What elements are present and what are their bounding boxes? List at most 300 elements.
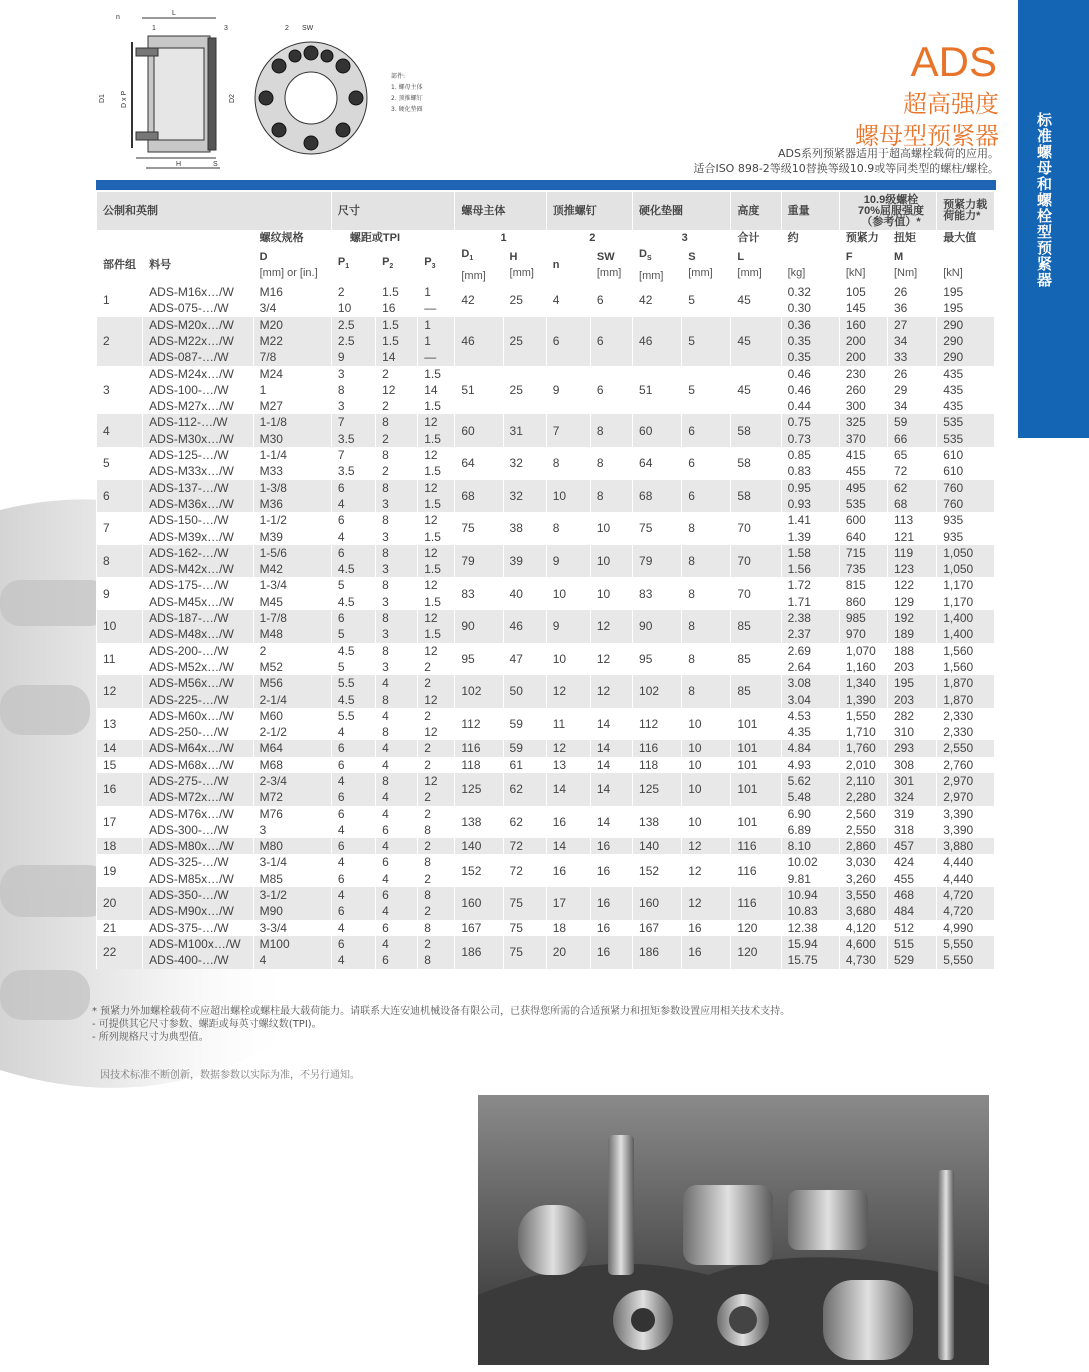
washer-s-cell: 8 xyxy=(682,545,731,578)
hdr-weight: 重量 xyxy=(781,192,839,230)
weight-cell: 8.10 xyxy=(781,838,839,854)
pitch-p3-cell: 1.5 xyxy=(418,366,455,382)
sym-H: H xyxy=(509,250,518,263)
weight-cell: 15.94 xyxy=(781,936,839,952)
nut-h-cell: 46 xyxy=(503,610,546,643)
nut-h-cell: 25 xyxy=(503,317,546,366)
weight-cell: 3.08 xyxy=(781,675,839,691)
sym-D: D xyxy=(259,250,268,263)
pitch-p2-cell: 4 xyxy=(376,871,418,887)
screw-n-cell: 12 xyxy=(546,740,590,756)
torque-m-cell: 293 xyxy=(888,740,937,756)
max-load-cell: 1,560 xyxy=(937,659,994,675)
pitch-p2-cell: 4 xyxy=(376,838,418,854)
washer-s-cell: 5 xyxy=(682,317,731,366)
nut-d1-cell: 140 xyxy=(455,838,503,854)
height-l-cell: 101 xyxy=(731,740,781,756)
thread-spec-cell: M48 xyxy=(253,626,331,642)
thread-spec-cell: M22 xyxy=(253,333,331,349)
part-number-cell: ADS-M22x…/W xyxy=(143,333,253,349)
max-load-cell: 1,870 xyxy=(937,692,994,708)
legend-item-1: 1. 螺母主体 xyxy=(391,84,423,91)
screw-n-cell: 13 xyxy=(546,757,590,773)
thread-spec-cell: 1-1/2 xyxy=(253,512,331,528)
part-group-cell: 7 xyxy=(97,512,143,545)
pitch-p1-cell: 6 xyxy=(331,610,375,626)
sym-SW: SW xyxy=(596,250,615,263)
table-row xyxy=(97,838,995,854)
pitch-p1-cell: 4.5 xyxy=(331,561,375,577)
height-l-cell: 58 xyxy=(731,480,781,513)
unit-D: [mm] or [in.] xyxy=(259,267,318,280)
thread-spec-cell: M36 xyxy=(253,496,331,512)
max-load-cell: 2,550 xyxy=(937,740,994,756)
washer-s-cell: 16 xyxy=(682,936,731,969)
thread-spec-cell: M39 xyxy=(253,529,331,545)
screw-n-cell: 12 xyxy=(546,675,590,708)
screw-sw-cell: 6 xyxy=(590,366,632,415)
height-l-cell: 101 xyxy=(731,708,781,741)
weight-cell: 0.75 xyxy=(781,414,839,430)
table-row xyxy=(97,610,995,626)
label-H: H xyxy=(176,161,182,168)
thread-spec-cell: M60 xyxy=(253,708,331,724)
table-row xyxy=(97,366,995,382)
torque-m-cell: 59 xyxy=(888,414,937,430)
height-l-cell: 85 xyxy=(731,643,781,676)
table-row xyxy=(97,675,995,691)
screw-sw-cell: 16 xyxy=(590,920,632,936)
pitch-p1-cell: 3.5 xyxy=(331,463,375,479)
max-load-cell: 2,330 xyxy=(937,724,994,740)
pitch-p1-cell: 4 xyxy=(331,773,375,789)
part-number-cell: ADS-M27x…/W xyxy=(143,398,253,414)
screw-n-cell: 16 xyxy=(546,806,590,839)
height-l-cell: 70 xyxy=(731,577,781,610)
screw-sw-cell: 6 xyxy=(590,317,632,366)
torque-m-cell: 66 xyxy=(888,431,937,447)
part-number-cell: ADS-175-…/W xyxy=(143,577,253,593)
preload-f-cell: 1,760 xyxy=(839,740,887,756)
nut-h-cell: 32 xyxy=(503,480,546,513)
hdr-col-1: 1 xyxy=(455,230,546,246)
thread-spec-cell: 2-1/2 xyxy=(253,724,331,740)
pitch-p2-cell: 12 xyxy=(376,382,418,398)
part-group-cell: 16 xyxy=(97,773,143,806)
max-load-cell: 2,970 xyxy=(937,789,994,805)
part-number-cell: ADS-M60x…/W xyxy=(143,708,253,724)
pitch-p1-cell: 4 xyxy=(331,854,375,870)
nut-h-cell: 75 xyxy=(503,936,546,969)
unit-S: [mm] xyxy=(688,267,713,280)
preload-f-cell: 535 xyxy=(839,496,887,512)
pitch-p2-cell: 3 xyxy=(376,529,418,545)
technical-drawing xyxy=(96,8,436,178)
pitch-p3-cell: 2 xyxy=(418,806,455,822)
part-number-cell: ADS-M16x…/W xyxy=(143,284,253,300)
pitch-p3-cell: 1.5 xyxy=(418,626,455,642)
thread-spec-cell: M80 xyxy=(253,838,331,854)
part-number-cell: ADS-187-…/W xyxy=(143,610,253,626)
max-load-cell: 1,050 xyxy=(937,545,994,561)
washer-s-cell: 5 xyxy=(682,284,731,317)
part-number-cell: ADS-112-…/W xyxy=(143,414,253,430)
washer-ds-cell: 125 xyxy=(633,773,682,806)
thread-spec-cell: 1-3/4 xyxy=(253,577,331,593)
part-group-cell: 12 xyxy=(97,675,143,708)
washer-s-cell: 5 xyxy=(682,366,731,415)
part-number-cell: ADS-M45x…/W xyxy=(143,594,253,610)
table-row xyxy=(97,936,995,952)
weight-cell: 6.90 xyxy=(781,806,839,822)
washer-ds-cell: 138 xyxy=(633,806,682,839)
pitch-p3-cell: 2 xyxy=(418,903,455,919)
washer-ds-cell: 68 xyxy=(633,480,682,513)
screw-n-cell: 9 xyxy=(546,610,590,643)
max-load-cell: 4,990 xyxy=(937,920,994,936)
screw-n-cell: 8 xyxy=(546,512,590,545)
torque-m-cell: 113 xyxy=(888,512,937,528)
torque-m-cell: 119 xyxy=(888,545,937,561)
washer-s-cell: 8 xyxy=(682,643,731,676)
max-load-cell: 435 xyxy=(937,398,994,414)
preload-f-cell: 2,560 xyxy=(839,806,887,822)
torque-m-cell: 484 xyxy=(888,903,937,919)
label-n: n xyxy=(116,14,120,21)
screw-n-cell: 10 xyxy=(546,480,590,513)
screw-n-cell: 9 xyxy=(546,545,590,578)
part-number-cell: ADS-150-…/W xyxy=(143,512,253,528)
preload-f-cell: 3,550 xyxy=(839,887,887,903)
table-row xyxy=(97,773,995,789)
nut-h-cell: 38 xyxy=(503,512,546,545)
part-group-cell: 9 xyxy=(97,577,143,610)
weight-cell: 1.41 xyxy=(781,512,839,528)
pitch-p2-cell: 4 xyxy=(376,936,418,952)
part-group-cell: 2 xyxy=(97,317,143,366)
part-number-cell: ADS-M42x…/W xyxy=(143,561,253,577)
hdr-push-screw: 顶推螺钉 xyxy=(546,192,632,230)
pitch-p3-cell: 12 xyxy=(418,480,455,496)
height-l-cell: 120 xyxy=(731,920,781,936)
part-number-cell: ADS-162-…/W xyxy=(143,545,253,561)
thread-spec-cell: 1-1/4 xyxy=(253,447,331,463)
nut-h-cell: 62 xyxy=(503,806,546,839)
nut-h-cell: 75 xyxy=(503,920,546,936)
nut-h-cell: 31 xyxy=(503,414,546,447)
torque-m-cell: 324 xyxy=(888,789,937,805)
pitch-p1-cell: 6 xyxy=(331,789,375,805)
torque-m-cell: 33 xyxy=(888,349,937,365)
max-load-cell: 3,390 xyxy=(937,806,994,822)
weight-cell: 1.39 xyxy=(781,529,839,545)
preload-f-cell: 1,550 xyxy=(839,708,887,724)
torque-m-cell: 62 xyxy=(888,480,937,496)
thread-spec-cell: 3-1/4 xyxy=(253,854,331,870)
sym-P3: P xyxy=(424,256,432,269)
torque-m-cell: 34 xyxy=(888,333,937,349)
part-number-cell: ADS-300-…/W xyxy=(143,822,253,838)
pitch-p1-cell: 5.5 xyxy=(331,675,375,691)
footnotes xyxy=(92,1005,790,1044)
thread-spec-cell: 1-1/8 xyxy=(253,414,331,430)
nut-d1-cell: 118 xyxy=(455,757,503,773)
nut-d1-cell: 75 xyxy=(455,512,503,545)
preload-f-cell: 985 xyxy=(839,610,887,626)
part-number-cell: ADS-M85x…/W xyxy=(143,871,253,887)
screw-n-cell: 14 xyxy=(546,838,590,854)
pitch-p1-cell: 7 xyxy=(331,414,375,430)
nut-h-cell: 25 xyxy=(503,366,546,415)
pitch-p2-cell: 2 xyxy=(376,398,418,414)
pitch-p3-cell: 2 xyxy=(418,871,455,887)
thread-spec-cell: 1 xyxy=(253,382,331,398)
pitch-p1-cell: 5.5 xyxy=(331,708,375,724)
unit-SW: [mm] xyxy=(596,267,622,280)
part-group-cell: 13 xyxy=(97,708,143,741)
torque-m-cell: 121 xyxy=(888,529,937,545)
screw-sw-cell: 16 xyxy=(590,936,632,969)
max-load-cell: 1,050 xyxy=(937,561,994,577)
screw-n-cell: 16 xyxy=(546,854,590,887)
hdr-hard-washer: 硬化垫圈 xyxy=(633,192,731,230)
weight-cell: 12.38 xyxy=(781,920,839,936)
spec-table: 公制和英制 尺寸 螺母主体 顶推螺钉 硬化垫圈 高度 重量 10.9级螺栓 70%屈服强度 （参考值）* 预紧力载 荷能力* 螺纹规格 螺距或TPI 1 2 3 合计 约 预紧力 扭矩 最大值 部件组 料号 D [mm] or [in.] $P_1$ $P_2$ $P_3$ $D_1$ [mm] H [mm] n SW [mm] $D_S$ [mm] S [mm] L [mm] [kg] F [kN] M [Nm] [kN] 1 ADS-M16x…/W M16 2 1.5 1 42 25 4 6 42 5 45 0.32 105 26 195 ADS-075-…/W 3/4 10 16 — 0.30 145 36 195 2 ADS-M20x…/W M20 2.5 1.5 1 46 25 6 6 46 5 45 0.36 160 27 290 ADS-M22x…/W M22 2.5 1.5 1 0.35 200 34 290 ADS-087-…/W 7/8 9 14 — 0.35 200 33 290 3 ADS-M24x…/W M24 3 2 1.5 51 25 9 6 51 5 45 0.46 230 26 435 ADS-100-…/W 1 8 12 14 0.46 260 29 435 ADS-M27x…/W M27 3 2 1.5 0.44 300 34 435 4 ADS-112-…/W 1-1/8 7 8 12 60 31 7 8 60 6 58 0.75 325 59 535 ADS-M30x…/W M30 3.5 2 1.5 0.73 370 66 535 5 ADS-125-…/W 1-1/4 7 8 12 64 32 8 8 64 6 58 0.85 415 65 610 ADS-M33x…/W M33 3.5 2 1.5 0.83 455 72 610 6 ADS-137-…/W 1-3/8 6 8 12 68 32 10 8 68 6 58 0.95 495 62 760 ADS-M36x…/W M36 4 3 1.5 0.93 535 68 760 7 ADS-150-…/W 1-1/2 6 8 12 75 38 8 10 75 8 70 1.41 600 113 935 ADS-M39x…/W M39 4 3 1.5 1.39 640 121 935 8 ADS-162-…/W 1-5/6 6 8 12 79 39 9 10 79 8 70 1.58 715 119 1,050 ADS-M42x…/W M42 4.5 3 1.5 1.56 735 123 1,050 9 ADS-175-…/W 1-3/4 5 8 12 83 40 10 10 83 8 70 1.72 815 122 1,170 ADS-M45x…/W M45 4.5 3 1.5 1.71 860 129 1,170 10 ADS-187-…/W 1-7/8 6 8 12 90 46 9 12 90 8 85 2.38 985 192 1,400 ADS-M48x…/W M48 5 3 1.5 2.37 970 189 1,400 11 ADS-200-…/W 2 4.5 8 12 95 47 10 12 95 8 85 2.69 1,070 188 1,560 ADS-M52x…/W M52 5 3 2 2.64 1,160 203 1,560 12 ADS-M56x…/W M56 5.5 4 2 102 50 12 12 102 8 85 3.08 1,340 195 1,870 ADS-225-…/W 2-1/4 4.5 8 12 3.04 1,390 203 1,870 13 ADS-M60x…/W M60 5.5 4 2 112 59 11 14 112 10 101 4.53 1,550 282 2,330 ADS-250-…/W 2-1/2 4 8 12 4.35 1,710 310 2,330 14 ADS-M64x…/W M64 6 4 2 116 59 12 14 116 10 101 4.84 1,760 293 2,550 15 ADS-M68x…/W M68 6 4 2 118 61 13 14 118 10 101 4.93 2,010 308 2,760 16 ADS-275-…/W 2-3/4 4 8 12 125 62 14 14 125 10 101 5.62 2,110 301 2,970 ADS-M72x…/W M72 6 4 2 5.48 2,280 324 2,970 17 ADS-M76x…/W M76 6 4 2 138 62 16 14 138 10 101 6.90 2,560 319 3,390 ADS-300-…/W 3 4 6 8 6.89 2,550 318 3,390 18 ADS-M80x…/W M80 6 4 2 140 72 14 16 140 12 116 8.10 2,860 457 3,880 19 ADS-325-…/W 3-1/4 4 6 8 152 72 16 16 152 12 116 10.02 3,030 424 4,440 ADS-M85x…/W M85 6 4 2 9.81 3,260 455 4,440 20 ADS-350-…/W 3-1/2 4 6 8 160 75 17 16 160 12 116 10.94 3,550 468 4,720 ADS-M90x…/W M90 6 4 2 10.83 3,680 484 4,720 21 ADS-375-…/W 3-3/4 4 6 8 167 75 18 16 167 16 120 12.38 4,120 512 4,990 22 ADS-M100x…/W M100 6 4 2 186 75 20 16 186 16 120 15.94 4,600 515 5,550 ADS-400-…/W 4 4 6 8 15.75 4,730 529 5,550 xyxy=(96,192,994,969)
height-l-cell: 45 xyxy=(731,284,781,317)
torque-m-cell: 36 xyxy=(888,300,937,316)
table-row xyxy=(97,643,995,659)
part-number-cell: ADS-M100x…/W xyxy=(143,936,253,952)
weight-cell: 0.83 xyxy=(781,463,839,479)
part-number-cell: ADS-400-…/W xyxy=(143,952,253,968)
nut-h-cell: 39 xyxy=(503,545,546,578)
pitch-p3-cell: — xyxy=(418,349,455,365)
thread-spec-cell: M72 xyxy=(253,789,331,805)
torque-m-cell: 26 xyxy=(888,284,937,300)
pitch-p3-cell: 2 xyxy=(418,789,455,805)
thread-spec-cell: M85 xyxy=(253,871,331,887)
height-l-cell: 116 xyxy=(731,887,781,920)
preload-f-cell: 600 xyxy=(839,512,887,528)
unit-DS: [mm] xyxy=(639,269,664,282)
part-number-cell: ADS-137-…/W xyxy=(143,480,253,496)
max-load-cell: 290 xyxy=(937,349,994,365)
nut-h-cell: 59 xyxy=(503,708,546,741)
pitch-p1-cell: 4 xyxy=(331,920,375,936)
torque-m-cell: 129 xyxy=(888,594,937,610)
pitch-p1-cell: 6 xyxy=(331,903,375,919)
pitch-p1-cell: 4 xyxy=(331,496,375,512)
washer-ds-cell: 60 xyxy=(633,414,682,447)
height-l-cell: 116 xyxy=(731,838,781,854)
pitch-p2-cell: 8 xyxy=(376,512,418,528)
pitch-p2-cell: 2 xyxy=(376,431,418,447)
max-load-cell: 1,870 xyxy=(937,675,994,691)
weight-cell: 0.36 xyxy=(781,317,839,333)
sym-D1: D xyxy=(461,248,470,261)
part-number-cell: ADS-M64x…/W xyxy=(143,740,253,756)
part-number-cell: ADS-350-…/W xyxy=(143,887,253,903)
pitch-p2-cell: 1.5 xyxy=(376,317,418,333)
weight-cell: 4.53 xyxy=(781,708,839,724)
pitch-p2-cell: 8 xyxy=(376,773,418,789)
hdr-col-3: 3 xyxy=(633,230,731,246)
hdr-part-group: 部件组 xyxy=(97,246,143,284)
pitch-p1-cell: 4 xyxy=(331,822,375,838)
part-number-cell: ADS-100-…/W xyxy=(143,382,253,398)
preload-f-cell: 4,600 xyxy=(839,936,887,952)
hdr-total: 合计 xyxy=(731,230,781,246)
pitch-p1-cell: 4 xyxy=(331,724,375,740)
max-load-cell: 5,550 xyxy=(937,936,994,952)
thread-spec-cell: M52 xyxy=(253,659,331,675)
part-number-cell: ADS-075-…/W xyxy=(143,300,253,316)
preload-f-cell: 370 xyxy=(839,431,887,447)
nut-d1-cell: 186 xyxy=(455,936,503,969)
washer-ds-cell: 79 xyxy=(633,545,682,578)
product-photo xyxy=(478,1095,989,1365)
screw-n-cell: 8 xyxy=(546,447,590,480)
weight-cell: 5.48 xyxy=(781,789,839,805)
pitch-p3-cell: 8 xyxy=(418,920,455,936)
sym-P1: P xyxy=(337,256,346,269)
preload-f-cell: 1,340 xyxy=(839,675,887,691)
washer-s-cell: 6 xyxy=(682,447,731,480)
nut-h-cell: 62 xyxy=(503,773,546,806)
subtitle-2: 螺母型预紧器 xyxy=(855,122,999,150)
thread-spec-cell: 3-1/2 xyxy=(253,887,331,903)
legend-item-2: 2. 顶推螺钉 xyxy=(391,95,423,102)
height-l-cell: 85 xyxy=(731,675,781,708)
washer-s-cell: 6 xyxy=(682,414,731,447)
screw-sw-cell: 8 xyxy=(590,414,632,447)
pitch-p1-cell: 3 xyxy=(331,398,375,414)
part-group-cell: 4 xyxy=(97,414,143,447)
washer-ds-cell: 102 xyxy=(633,675,682,708)
nut-d1-cell: 46 xyxy=(455,317,503,366)
pitch-p3-cell: 12 xyxy=(418,512,455,528)
unit-D1: [mm] xyxy=(461,269,486,282)
pitch-p1-cell: 4 xyxy=(331,529,375,545)
washer-s-cell: 12 xyxy=(682,838,731,854)
pitch-p3-cell: 8 xyxy=(418,887,455,903)
footnote-3: - 所列规格尺寸为典型值。 xyxy=(92,1032,209,1043)
torque-m-cell: 455 xyxy=(888,871,937,887)
pitch-p3-cell: 2 xyxy=(418,675,455,691)
preload-f-cell: 1,070 xyxy=(839,643,887,659)
hdr-thread-spec: 螺纹规格 xyxy=(253,230,331,246)
pitch-p1-cell: 4.5 xyxy=(331,692,375,708)
pitch-p3-cell: 12 xyxy=(418,773,455,789)
torque-m-cell: 301 xyxy=(888,773,937,789)
hdr-pitch-tpi: 螺距或TPI xyxy=(331,230,454,246)
pitch-p3-cell: 1 xyxy=(418,317,455,333)
part-number-cell: ADS-225-…/W xyxy=(143,692,253,708)
description-1: ADS系列预紧器适用于超高螺栓载荷的应用。 xyxy=(778,147,999,160)
washer-s-cell: 8 xyxy=(682,610,731,643)
table-row xyxy=(97,480,995,496)
pitch-p3-cell: 2 xyxy=(418,708,455,724)
torque-m-cell: 192 xyxy=(888,610,937,626)
torque-m-cell: 468 xyxy=(888,887,937,903)
washer-ds-cell: 95 xyxy=(633,643,682,676)
part-number-cell: ADS-200-…/W xyxy=(143,643,253,659)
screw-sw-cell: 12 xyxy=(590,675,632,708)
max-load-cell: 5,550 xyxy=(937,952,994,968)
nut-h-cell: 47 xyxy=(503,643,546,676)
thread-spec-cell: M76 xyxy=(253,806,331,822)
legend-title: 部件: xyxy=(391,73,406,80)
pitch-p3-cell: 12 xyxy=(418,643,455,659)
part-number-cell: ADS-250-…/W xyxy=(143,724,253,740)
pitch-p2-cell: 16 xyxy=(376,300,418,316)
torque-m-cell: 27 xyxy=(888,317,937,333)
max-load-cell: 435 xyxy=(937,382,994,398)
washer-ds-cell: 167 xyxy=(633,920,682,936)
table-row xyxy=(97,414,995,430)
preload-f-cell: 715 xyxy=(839,545,887,561)
weight-cell: 0.73 xyxy=(781,431,839,447)
preload-f-cell: 1,710 xyxy=(839,724,887,740)
legend-item-3: 3. 硬化垫圈 xyxy=(391,106,423,113)
max-load-cell: 290 xyxy=(937,317,994,333)
torque-m-cell: 318 xyxy=(888,822,937,838)
pitch-p3-cell: 2 xyxy=(418,838,455,854)
pitch-p3-cell: 2 xyxy=(418,757,455,773)
pitch-p2-cell: 2 xyxy=(376,366,418,382)
table-row xyxy=(97,545,995,561)
thread-spec-cell: 2 xyxy=(253,643,331,659)
unit-kN-max: [kN] xyxy=(943,267,963,280)
pitch-p1-cell: 8 xyxy=(331,382,375,398)
max-load-cell: 610 xyxy=(937,447,994,463)
torque-m-cell: 319 xyxy=(888,806,937,822)
pitch-p1-cell: 6 xyxy=(331,480,375,496)
thread-spec-cell: 4 xyxy=(253,952,331,968)
thread-spec-cell: M90 xyxy=(253,903,331,919)
pitch-p1-cell: 4 xyxy=(331,952,375,968)
pitch-p1-cell: 5 xyxy=(331,577,375,593)
pitch-p1-cell: 2 xyxy=(331,284,375,300)
pitch-p2-cell: 8 xyxy=(376,577,418,593)
pitch-p2-cell: 6 xyxy=(376,920,418,936)
preload-f-cell: 2,280 xyxy=(839,789,887,805)
pitch-p1-cell: 6 xyxy=(331,545,375,561)
torque-m-cell: 68 xyxy=(888,496,937,512)
torque-m-cell: 188 xyxy=(888,643,937,659)
max-load-cell: 1,170 xyxy=(937,577,994,593)
weight-cell: 0.93 xyxy=(781,496,839,512)
screw-n-cell: 4 xyxy=(546,284,590,317)
pitch-p3-cell: 8 xyxy=(418,854,455,870)
weight-cell: 2.38 xyxy=(781,610,839,626)
footnote-1: * 预紧力外加螺栓载荷不应超出螺栓或螺柱最大载荷能力。请联系大连安迪机械设备有限公司，已获得您所需的合适预紧力和扭矩参数设置应用相关技术支持。 xyxy=(92,1006,791,1017)
hdr-col-2: 2 xyxy=(546,230,632,246)
washer-s-cell: 12 xyxy=(682,887,731,920)
height-l-cell: 45 xyxy=(731,366,781,415)
weight-cell: 15.75 xyxy=(781,952,839,968)
preload-f-cell: 455 xyxy=(839,463,887,479)
nut-h-cell: 40 xyxy=(503,577,546,610)
thread-spec-cell: 3/4 xyxy=(253,300,331,316)
thread-spec-cell: M42 xyxy=(253,561,331,577)
nut-d1-cell: 102 xyxy=(455,675,503,708)
label-sw: SW xyxy=(302,25,314,32)
pitch-p2-cell: 3 xyxy=(376,496,418,512)
washer-ds-cell: 90 xyxy=(633,610,682,643)
nut-d1-cell: 125 xyxy=(455,773,503,806)
pitch-p1-cell: 4 xyxy=(331,887,375,903)
